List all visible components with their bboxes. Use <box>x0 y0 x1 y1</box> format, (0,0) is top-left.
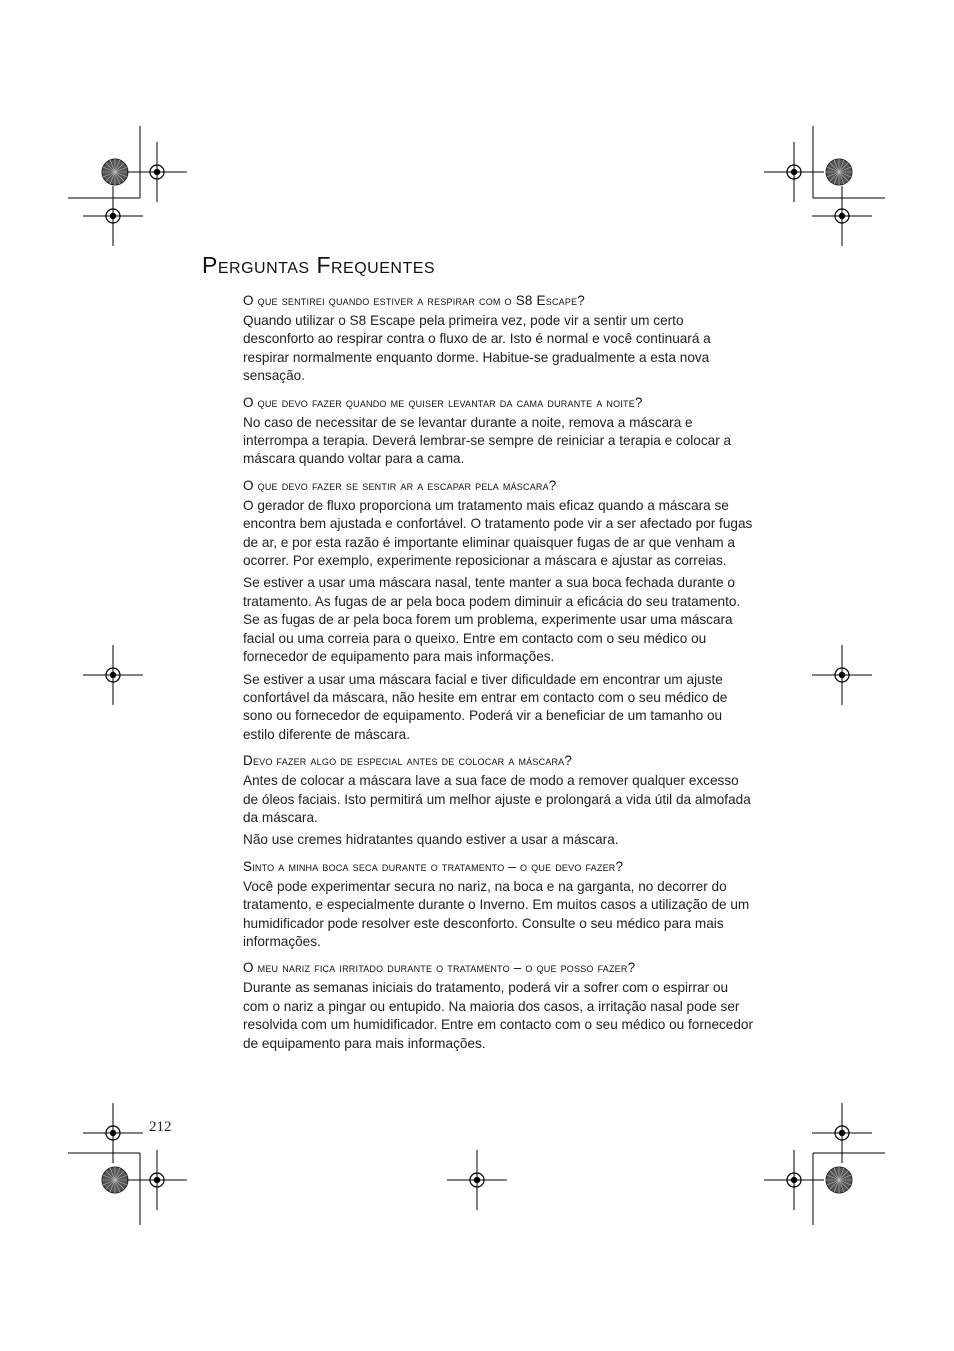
faq-answer: Se estiver a usar uma máscara facial e tiver dificuldade em encontrar um ajuste confortável da máscara, não hesite em entrar em contacto com o seu médico de sono ou fornecedor de equipamento. Poderá vir a beneficiar de um tamanho ou estilo diferente de máscara. <box>243 671 728 742</box>
faq-answer: Antes de colocar a máscara lave a sua face de modo a remover qualquer excesso de óleos faciais. Isto permitirá um melhor ajuste e prolongará a vida útil da almofada da máscara. <box>243 773 751 825</box>
registration-cross-icon <box>83 1103 143 1163</box>
faq-answer: Você pode experimentar secura no nariz, na boca e na garganta, no decorrer do tratamento, e especialmente durante o Inverno. Em muitos casos a utilização de um humidificador pode resolver este desconforto. Consulte o seu médico para mais informações. <box>243 878 750 949</box>
faq-item <box>243 859 753 952</box>
faq-answer: Durante as semanas iniciais do tratamento, poderá vir a sofrer com o espirrar ou com o nariz a pingar ou entupido. Na maioria dos casos, a irritação nasal pode ser resolvida com um humidificador. Entre em contacto com o seu médico ou fornecedor de equipamento para mais informações. <box>243 980 754 1051</box>
faq-item <box>243 395 753 469</box>
registration-cross-icon <box>764 1150 824 1210</box>
registration-burst-icon <box>826 159 852 185</box>
faq-question: O meu nariz fica irritado durante o tratamento – o que posso fazer? <box>243 960 636 976</box>
registration-cross-icon <box>127 142 187 202</box>
registration-cross-icon <box>812 186 872 246</box>
faq-question: Sinto a minha boca seca durante o tratamento – o que devo fazer? <box>243 858 624 874</box>
registration-cross-icon <box>812 1103 872 1163</box>
faq-question: Devo fazer algo de especial antes de colocar a máscara? <box>243 753 573 769</box>
faq-item <box>243 478 753 744</box>
registration-burst-icon <box>102 159 128 185</box>
faq-question: O que sentirei quando estiver a respirar com o S8 Escape? <box>243 293 585 308</box>
registration-cross-icon <box>83 186 143 246</box>
faq-question: O que devo fazer quando me quiser levantar da cama durante a noite? <box>243 394 643 410</box>
registration-cross-icon <box>812 645 872 705</box>
faq-answer: O gerador de fluxo proporciona um tratamento mais eficaz quando a máscara se encontra bem ajustada e confortável. O tratamento pode vir a ser afectado por fugas de ar, e por esta razão é importante eliminar quaisquer fugas de ar que venham a ocorrer. Por exemplo, experimente reposicionar a máscara e ajustar as correias. <box>243 497 753 569</box>
registration-cross-icon <box>83 645 143 705</box>
faq-answer: No caso de necessitar de se levantar durante a noite, remova a máscara e interrompa a terapia. Deverá lembrar-se sempre de reiniciar a terapia e colocar a máscara quando voltar para a cama. <box>243 414 732 467</box>
faq-item <box>243 960 753 1053</box>
faq-answer: Quando utilizar o S8 Escape pela primeira vez, pode vir a sentir um certo desconforto ao respirar contra o fluxo de ar. Isto é normal e você continuará a respirar normalmente enquanto dorme. Habitue-se gradualmente a esta nova sensação. <box>243 313 711 384</box>
registration-cross-icon <box>764 142 824 202</box>
registration-burst-icon <box>826 1167 852 1193</box>
page-title: Perguntas Frequentes <box>202 252 436 278</box>
page-number: 212 <box>149 1119 172 1135</box>
faq-item <box>243 753 753 850</box>
registration-cross-icon <box>127 1150 187 1210</box>
registration-burst-icon <box>102 1167 128 1193</box>
faq-item <box>243 293 753 386</box>
faq-answer: Não use cremes hidratantes quando estiver a usar a máscara. <box>243 832 619 848</box>
registration-cross-icon <box>447 1150 507 1210</box>
faq-answer: Se estiver a usar uma máscara nasal, tente manter a sua boca fechada durante o tratamento. As fugas de ar pela boca podem diminuir a eficácia do seu tratamento. Se as fugas de ar pela boca forem um problema, experimente usar uma máscara facial ou uma correia para o queixo. Entre em contacto com o seu médico ou fornecedor de equipamento para mais informações. <box>243 575 741 665</box>
faq-question: O que devo fazer se sentir ar a escapar pela máscara? <box>243 477 557 493</box>
faq-section <box>202 252 754 1062</box>
